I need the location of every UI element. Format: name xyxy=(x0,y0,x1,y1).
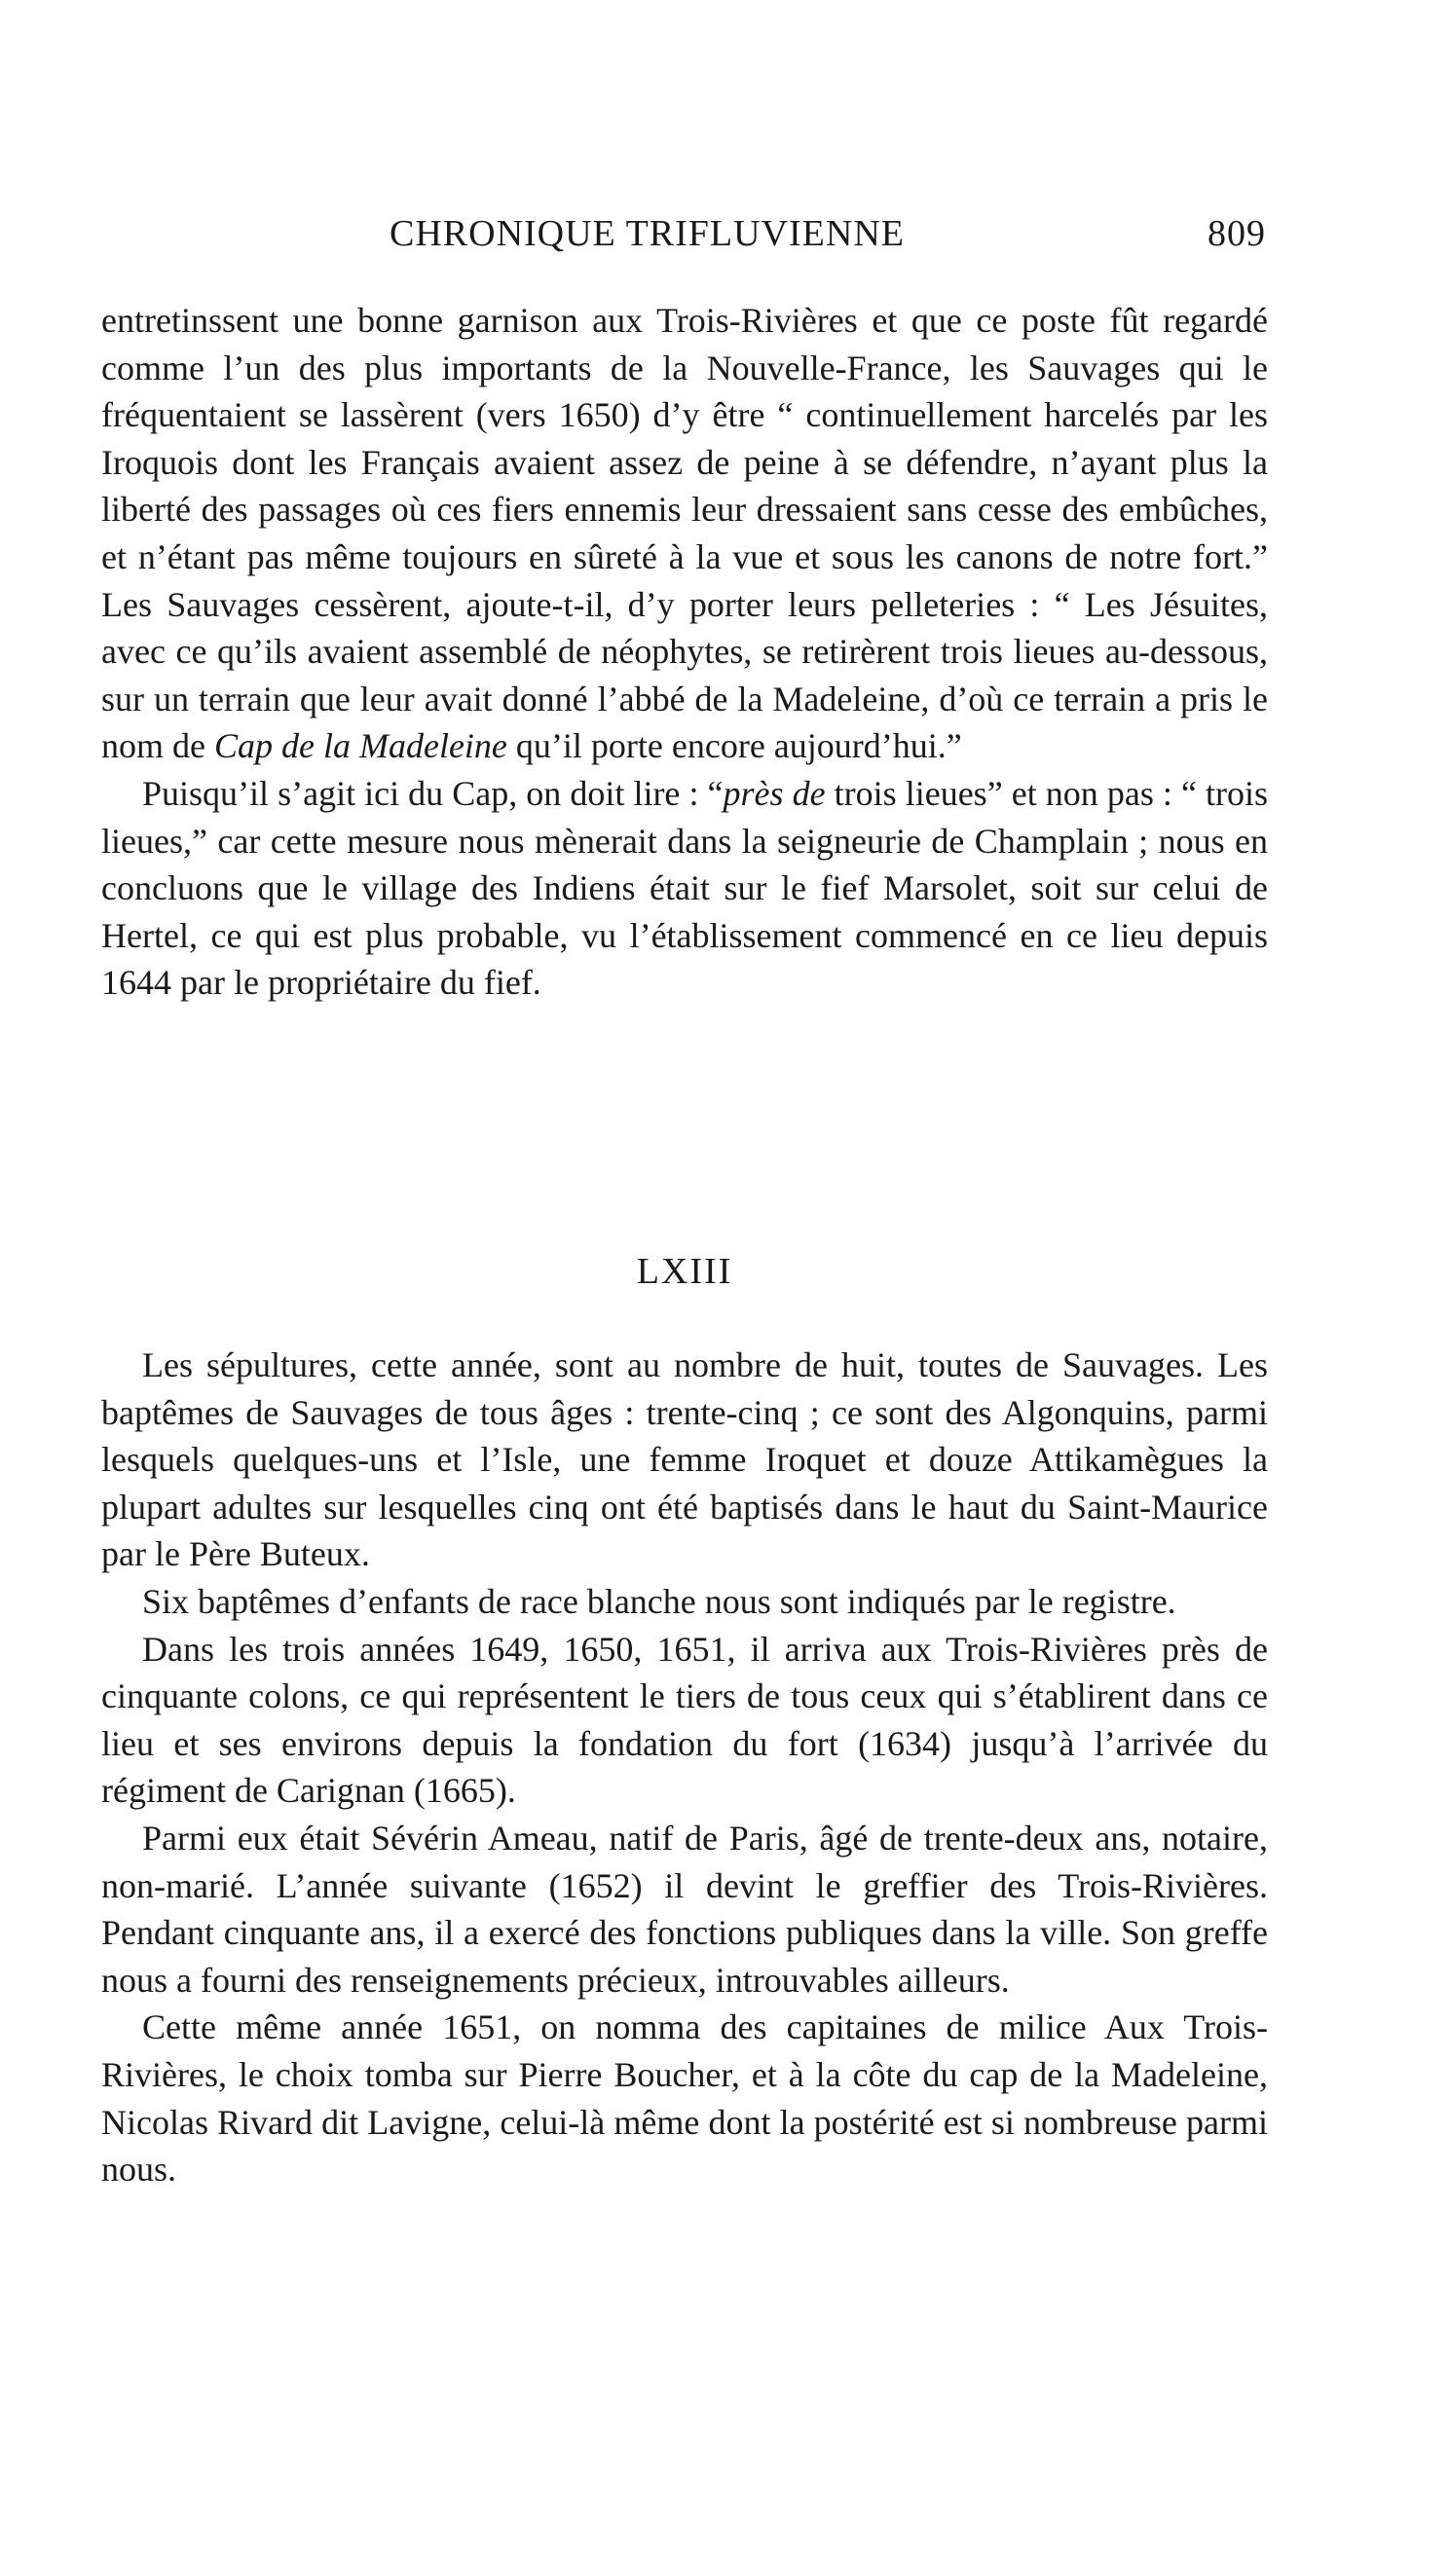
paragraph-1 xyxy=(101,297,1268,770)
section-2-text xyxy=(101,1342,1268,2193)
paragraph-5: Dans les trois années 1649, 1650, 1651, il arriva aux Trois-Rivières près de cinquante colons, ce qui représentent le tiers de tous ceux qui s’établirent dans ce lieu et ses environs depuis la fondation du fort (1634) jusqu’à l’arrivée du régiment de Carignan (1665). xyxy=(101,1629,1268,1811)
paragraph-1-italic-place: Cap de la Madeleine xyxy=(213,726,507,766)
paragraph-2-italic-phrase: près de xyxy=(723,773,826,813)
paragraph-2-part-a: Puisqu’il s’agit ici du Cap, on doit lire : “ xyxy=(142,773,724,813)
paragraph-6: Parmi eux était Sévérin Ameau, natif de Paris, âgé de trente-deux ans, notaire, non-marié. L’année suivante (1652) il devint le greffier des Trois-Rivières. Pendant cinquante ans, il a exercé des fonctions publiques dans la ville. Son greffe nous a fourni des renseignements précieux, introuvables ailleurs. xyxy=(101,1818,1268,2000)
section-1-text xyxy=(101,297,1268,1007)
paragraph-4: Six baptêmes d’enfants de race blanche nous sont indiqués par le registre. xyxy=(142,1581,1176,1621)
paragraph-1-part-a: entretinssent une bonne garnison aux Trois-Rivières et que ce poste fût regardé comme l’un des plus importants de la Nouvelle-France, les Sauvages qui le fréquentaient se lassèrent (vers 1650) d’y être “ continuellement harcelés par les Iroquois dont les Français avaient assez de peine à se défendre, n’ayant plus la liberté des passages où ces fiers ennemis leur dressaient sans cesse des embûches, et n’étant pas même toujours en sûreté à la vue et sous les canons de notre fort.” Les Sauvages cessèrent, ajoute-t-il, d’y porter leurs pelleteries : “ Les Jésuites, avec ce qu’ils avaient assemblé de néophytes, se retirèrent trois lieues au-dessous, sur un terrain que leur avait donné l’abbé de la Madeleine, d’où ce terrain a pris le nom de xyxy=(101,301,1268,766)
section-heading: LXIII xyxy=(636,1251,733,1292)
paragraph-2 xyxy=(101,770,1268,1007)
running-header xyxy=(390,212,1266,267)
page-number: 809 xyxy=(1208,213,1266,254)
paragraph-1-part-b: qu’il porte encore aujourd’hui.” xyxy=(515,726,962,766)
paragraph-7: Cette même année 1651, on nomma des capitaines de milice Aux Trois-Rivières, le choix tomba sur Pierre Boucher, et à la côte du cap de la Madeleine, Nicolas Rivard dit Lavigne, celui-là même dont la postérité est si nombreuse parmi nous. xyxy=(101,2007,1268,2190)
paragraph-3: Les sépultures, cette année, sont au nombre de huit, toutes de Sauvages. Les baptêmes de Sauvages de tous âges : trente-cinq ; ce sont des Algonquins, parmi lesquels quelques-uns et l’Isle, une femme Iroquet et douze Attikamègues la plupart adultes sur lesquelles cinq ont été baptisés dans le haut du Saint-Maurice par le Père Buteux. xyxy=(101,1345,1268,1574)
running-title: CHRONIQUE TRIFLUVIENNE xyxy=(390,213,905,254)
paragraph-2-part-b: trois lieues” et non pas : “ trois lieues,” car cette mesure nous mènerait dans la seigneurie de Champlain ; nous en concluons que le village des Indiens était sur le fief Marsolet, soit sur celui de Hertel, ce qui est plus probable, vu l’établissement commencé en ce lieu depuis 1644 par le propriétaire du fief. xyxy=(101,773,1269,1003)
